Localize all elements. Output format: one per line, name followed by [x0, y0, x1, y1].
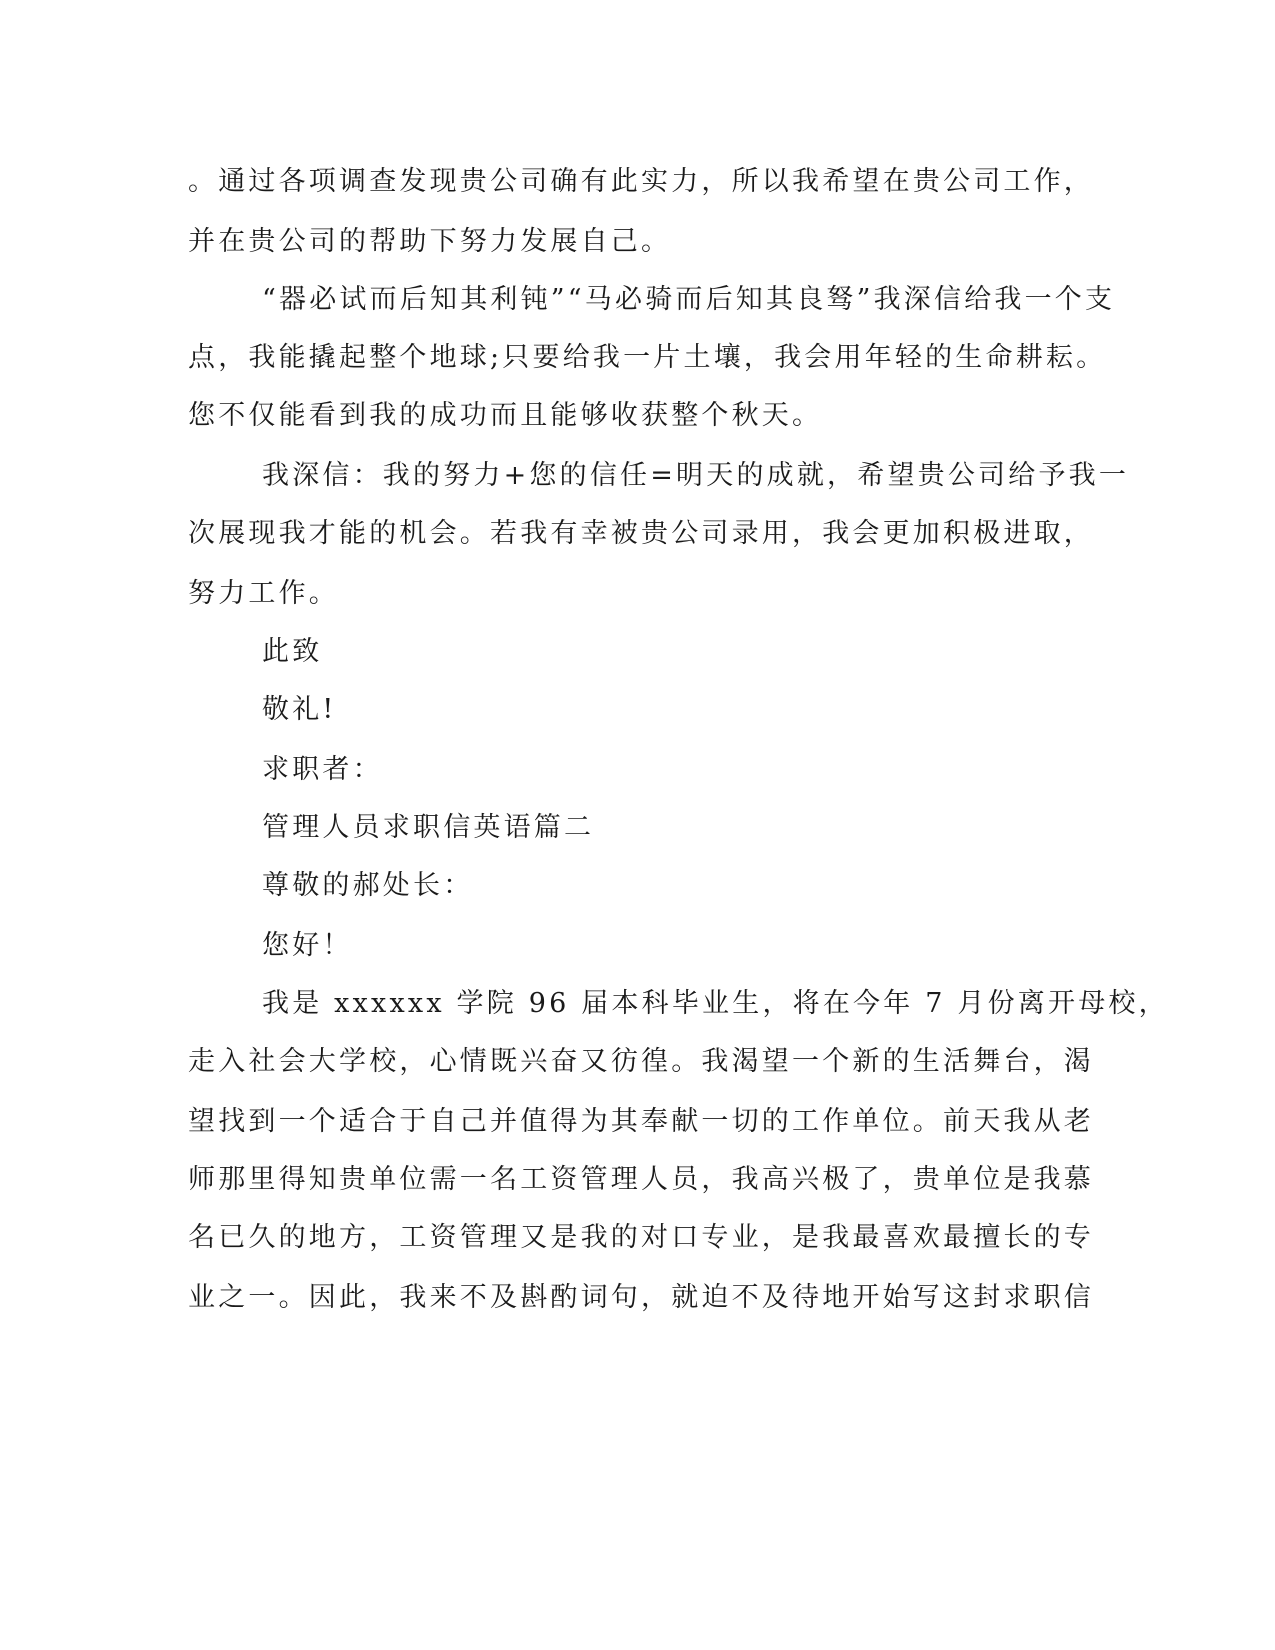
body-text-line: 。通过各项调查发现贵公司确有此实力，所以我希望在贵公司工作，	[188, 166, 1094, 197]
greeting-line: 尊敬的郝处长：	[262, 870, 474, 901]
body-text-line: 业之一。因此，我来不及斟酌词句，就迫不及待地开始写这封求职信	[188, 1282, 1094, 1313]
body-text-line: “器必试而后知其利钝”“马必骑而后知其良驽”我深信给我一个支	[262, 284, 1116, 315]
body-text-line: 望找到一个适合于自己并值得为其奉献一切的工作单位。前天我从老	[188, 1106, 1094, 1137]
body-text-line: 点，我能撬起整个地球;只要给我一片土壤，我会用年轻的生命耕耘。	[188, 342, 1107, 373]
body-text-line: 走入社会大学校，心情既兴奋又彷徨。我渴望一个新的生活舞台，渴	[188, 1046, 1094, 1077]
body-text-line: 努力工作。	[188, 578, 339, 609]
body-text-line: 次展现我才能的机会。若我有幸被贵公司录用，我会更加积极进取，	[188, 518, 1094, 549]
body-text-line: 并在贵公司的帮助下努力发展自己。	[188, 226, 672, 257]
closing-line: 此致	[262, 636, 323, 667]
greeting-line: 您好！	[262, 930, 353, 961]
body-text-line: 名已久的地方，工资管理又是我的对口专业，是我最喜欢最擅长的专	[188, 1222, 1094, 1253]
applicant-line: 求职者：	[262, 754, 383, 785]
body-text-line: 我是 xxxxxx 学院 96 届本科毕业生，将在今年 7 月份离开母校，	[262, 988, 1169, 1019]
body-text-line: 师那里得知贵单位需一名工资管理人员，我高兴极了，贵单位是我慕	[188, 1164, 1094, 1195]
section-heading: 管理人员求职信英语篇二	[262, 812, 595, 843]
body-text-line: 我深信：我的努力+您的信任=明天的成就，希望贵公司给予我一	[262, 460, 1130, 491]
salutation-line: 敬礼!	[262, 694, 337, 725]
body-text-line: 您不仅能看到我的成功而且能够收获整个秋天。	[188, 400, 823, 431]
